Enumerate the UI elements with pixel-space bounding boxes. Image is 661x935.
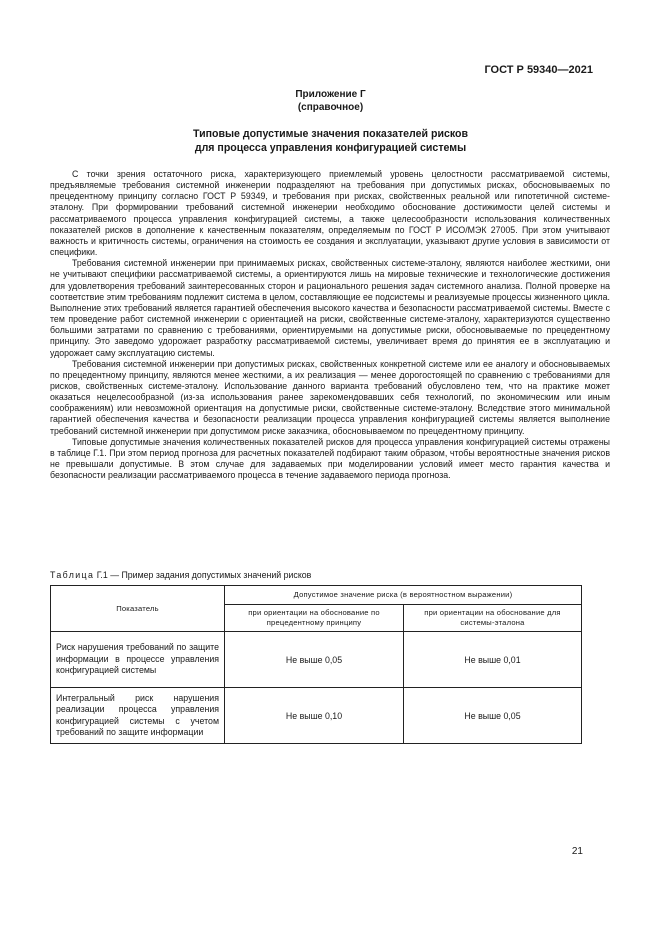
table-cell-precedent: Не выше 0,05 (225, 632, 404, 688)
table-caption (50, 570, 311, 580)
table-header-reference: при ориентации на обоснование для системы-эталона (404, 605, 582, 632)
appendix-note: (справочное) (297, 102, 364, 113)
table-caption-text: Г.1 — Пример задания допустимых значений рисков (94, 570, 312, 580)
paragraph: Требования системной инженерии при допустимых рисках, свойственных конкретной системе или ее аналогу и обосновываемых по прецедентному принципу, являются менее жесткими, а их реализация — менее дорогостоящей по сравнению с требованиями для рисков, свойственных системе-эталону. Использование данного варианта требований обусловлено тем, что на практике может оказаться нецелесообразной (из-за использования ранее зарекомендовавших себя технологий, по экономическим или иным соображениям) или невозможной ориентация на допустимые риски, свойственные системе-эталону. Вследствие этого минимальной гарантией обеспечения качества и безопасности реализации процесса управления конфигурацией системы является выполнение требований системной инженерии при допустимом риске заказчика, обосновываемом по прецедентному принципу. (50, 358, 610, 436)
section-title-line-2: для процесса управления конфигурацией системы (194, 141, 467, 154)
table-header-indicator: Показатель (51, 586, 225, 632)
paragraph: С точки зрения остаточного риска, характеризующего приемлемый уровень целостности рассматриваемой системы, предъявляемые требования системной инженерии подразделяют на требования при допустимых рисках, обосновываемых по прецедентному принципу согласно ГОСТ Р 59349, и требования при рисках, свойственных реальной или гипотетичной системе-эталону. При формировании требований системной инженерии необходимо обоснование достижимости целей системы и рассматриваемого процесса управления конфигурацией системы, а также целесообразности использования количественных показателей рисков в дополнение к качественным показателям, определяемым по ГОСТ Р ИСО/МЭК 27005. При этом учитывают важность и критичность системы, ограничения на стоимость ее создания и эксплуатации, указывают другие условия в зависимости от специфики. (50, 169, 610, 258)
table-row-indicator: Интегральный риск нарушения реализации процесса управления конфигурацией системы с учетом требований по защите информации (51, 688, 225, 744)
table-row (51, 632, 582, 688)
table-row-indicator: Риск нарушения требований по защите информации в процессе управления конфигурацией системы (51, 632, 225, 688)
appendix-title: Приложение Г (295, 89, 366, 100)
table-row (51, 688, 582, 744)
paragraph: Требования системной инженерии при принимаемых рисках, свойственных системе-эталону, являются наиболее жесткими, они не учитывают специфики рассматриваемой системы, а ориентируются лишь на мировые технические и технологические достижения для удовлетворения требований заинтересованных сторон и рационального решения задач системного анализа. Полной проверке на соответствие этим требованиям подлежит система в целом, составляющие ее подсистемы и реализуемые процессы жизненного цикла. Выполнение этих требований является гарантией обеспечения высокого качества и безопасности рассматриваемой системы. Вместе с тем проведение работ системной инженерии с ориентацией на риски, свойственные системе-эталону, характеризуются существенно большими затратами по сравнению с требованиями, ориентируемыми на допустимые риски, обосновываемые по прецедентному принципу. Это заведомо удорожает разработку рассматриваемой системы, увеличивает время до принятия ее в эксплуатацию и удорожает саму эксплуатацию системы. (50, 258, 610, 358)
table-caption-word: Таблица (50, 570, 95, 580)
page-number: 21 (571, 846, 583, 857)
table-header-precedent: при ориентации на обоснование по прецедентному принципу (225, 605, 404, 632)
table-cell-reference: Не выше 0,05 (404, 688, 582, 744)
body-text (50, 169, 610, 481)
table-header-group: Допустимое значение риска (в вероятностном выражении) (225, 586, 582, 605)
section-title (0, 128, 661, 155)
risk-table (50, 585, 582, 744)
paragraph: Типовые допустимые значения количественных показателей рисков для процесса управления конфигурацией системы отражены в таблице Г.1. При этом период прогноза для расчетных показателей подбирают таким образом, чтобы вероятностные значения рисков не превышали допустимые. В этом случае для задаваемых при моделировании условий имеет место гарантия качества и безопасности реализации рассматриваемого процесса в течение задаваемого периода прогноза. (50, 436, 610, 481)
standard-code: ГОСТ Р 59340—2021 (484, 64, 593, 76)
table-cell-reference: Не выше 0,01 (404, 632, 582, 688)
table-cell-precedent: Не выше 0,10 (225, 688, 404, 744)
section-title-line-1: Типовые допустимые значения показателей рисков (193, 128, 468, 140)
